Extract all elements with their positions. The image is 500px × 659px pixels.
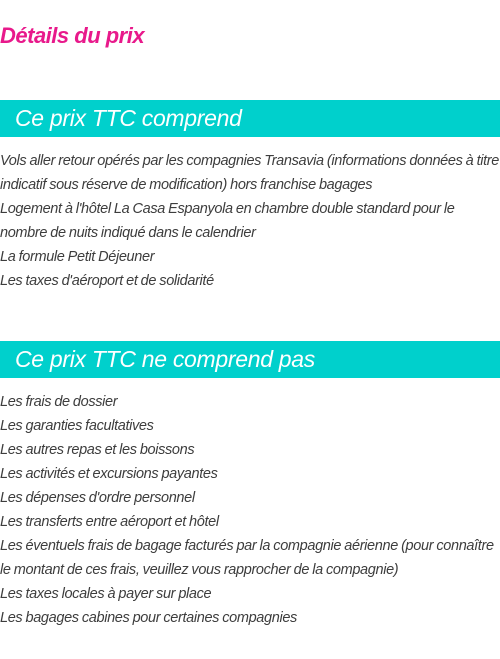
excluded-list	[0, 390, 500, 630]
included-section	[0, 100, 500, 293]
list-item: Les taxes d'aéroport et de solidarité	[0, 273, 214, 289]
list-item: Les éventuels frais de bagage facturés par la compagnie aérienne (pour connaître le montant de ces frais, veuillez vous rapprocher de la compagnie)	[0, 538, 494, 578]
page-title: Détails du prix	[0, 23, 145, 48]
list-item: La formule Petit Déjeuner	[0, 249, 155, 265]
excluded-header: Ce prix TTC ne comprend pas	[0, 341, 500, 378]
list-item: Les taxes locales à payer sur place	[0, 586, 212, 602]
excluded-section	[0, 341, 500, 630]
list-item: Vols aller retour opérés par les compagnies Transavia (informations données à titre indicatif sous réserve de modification) hors franchise bagages	[0, 153, 499, 193]
list-item: Les garanties facultatives	[0, 418, 154, 434]
included-header: Ce prix TTC comprend	[0, 100, 500, 137]
list-item: Les frais de dossier	[0, 394, 118, 410]
list-item: Les dépenses d'ordre personnel	[0, 490, 195, 506]
list-item: Les transferts entre aéroport et hôtel	[0, 514, 219, 530]
list-item: Logement à l'hôtel La Casa Espanyola en chambre double standard pour le nombre de nuits indiqué dans le calendrier	[0, 201, 455, 241]
included-list	[0, 149, 500, 293]
list-item: Les autres repas et les boissons	[0, 442, 195, 458]
list-item: Les bagages cabines pour certaines compagnies	[0, 610, 297, 626]
list-item: Les activités et excursions payantes	[0, 466, 218, 482]
